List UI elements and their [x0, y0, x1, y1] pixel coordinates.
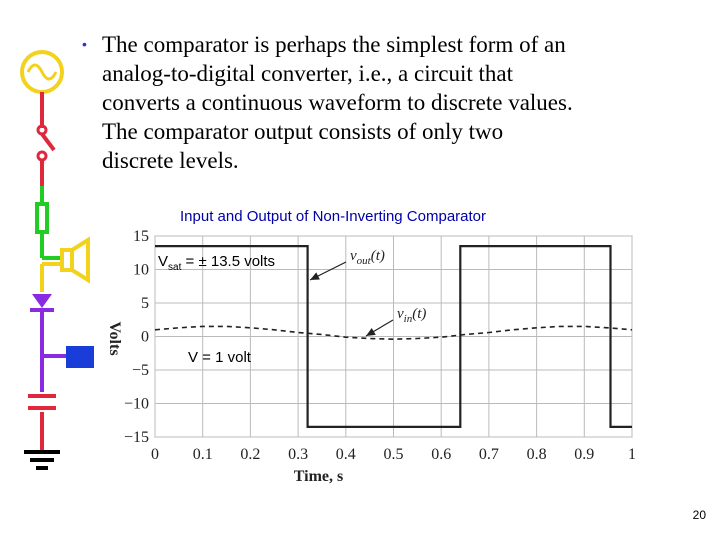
- x-tick-label: 1: [628, 446, 636, 463]
- x-tick-label: 0.3: [288, 446, 309, 463]
- x-tick-label: 0.9: [574, 446, 595, 463]
- vsat-sub: sat: [168, 262, 182, 273]
- vsat-main: V: [158, 253, 169, 270]
- vin-series-label: $v_{in}(t)$: [397, 306, 427, 325]
- x-tick-label: 0.6: [431, 446, 452, 463]
- y-tick-label: −10: [123, 395, 149, 413]
- page-number: 20: [692, 508, 706, 522]
- vsat-rest: = ± 13.5 volts: [181, 253, 276, 270]
- vref-annotation: V = 1 volt: [188, 349, 251, 366]
- chart-title: Input and Output of Non-Inverting Comparator: [180, 208, 487, 225]
- y-tick-label: 10: [133, 261, 149, 279]
- vsat-annotation: [158, 253, 275, 273]
- y-tick-label: 5: [141, 295, 149, 312]
- x-tick-label: 0.1: [192, 446, 213, 463]
- x-tick-label: 0.2: [240, 446, 261, 463]
- vin-arrow-head-icon: [366, 328, 376, 336]
- bullet-dot-icon: •: [82, 36, 87, 52]
- x-tick-label: 0.5: [383, 446, 404, 463]
- bullet-line: discrete levels.: [102, 148, 239, 173]
- y-tick-label: 15: [133, 228, 149, 245]
- bullet-line: The comparator output consists of only two: [102, 119, 504, 144]
- x-tick-label: 0.4: [335, 446, 356, 463]
- y-tick-label: −15: [123, 429, 149, 446]
- y-axis-label: Volts: [106, 321, 123, 356]
- bullet-line: analog-to-digital converter, i.e., a circuit that: [102, 61, 513, 86]
- bullet-line: The comparator is perhaps the simplest form of an: [102, 32, 566, 57]
- vout-series-label: $v_{out}(t)$: [350, 248, 385, 267]
- x-tick-label: 0.8: [526, 446, 547, 463]
- y-tick-label: −5: [131, 362, 149, 379]
- x-tick-label: 0.7: [478, 446, 499, 463]
- y-tick-label: 0: [141, 328, 149, 346]
- x-axis-label: Time, s: [293, 468, 344, 485]
- x-tick-label: 0: [151, 446, 159, 463]
- bullet-line: converts a continuous waveform to discrete values.: [102, 90, 573, 115]
